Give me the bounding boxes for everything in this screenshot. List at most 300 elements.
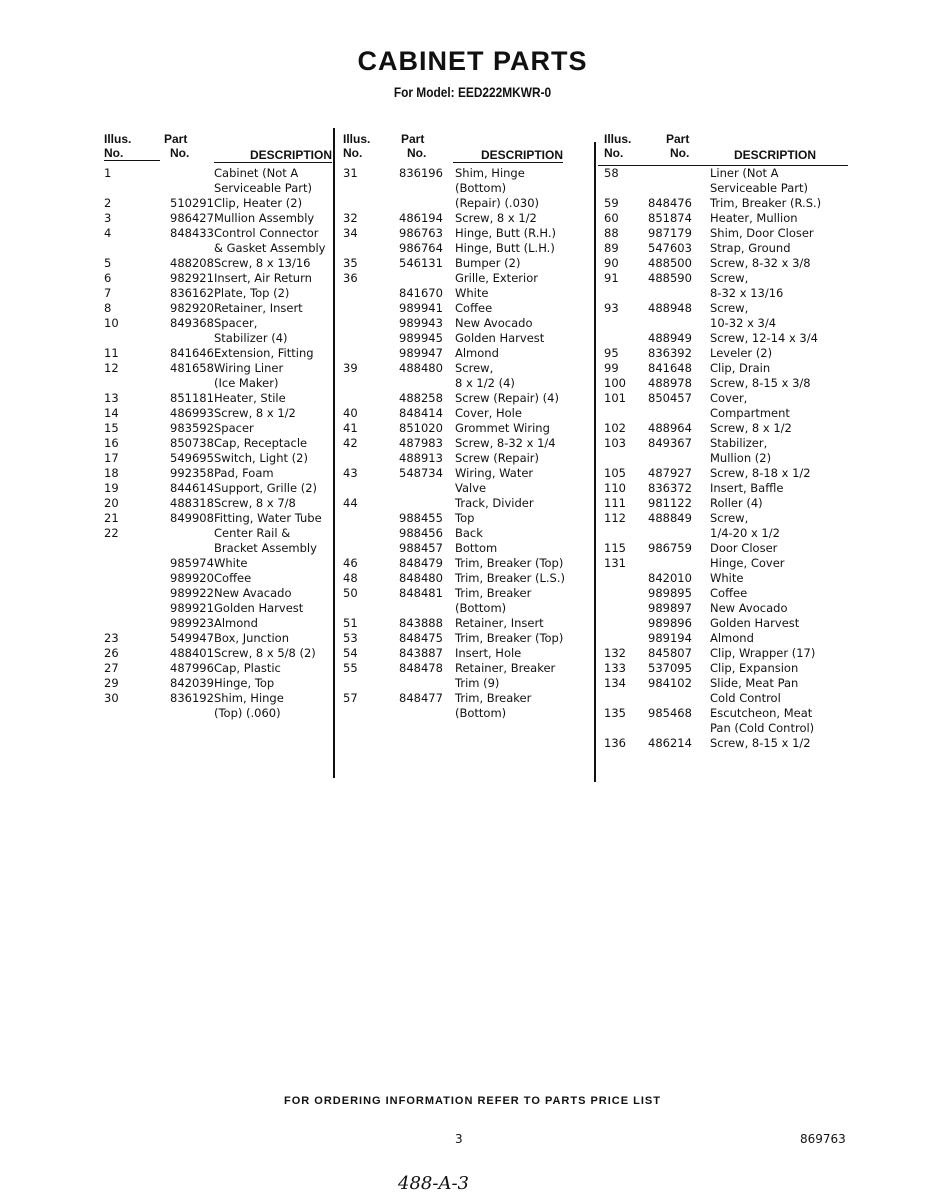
part-row	[604, 466, 849, 481]
illus-number: 12	[104, 361, 119, 375]
part-row	[104, 196, 334, 211]
part-number: 989922	[170, 586, 214, 600]
illus-number: 14	[104, 406, 119, 420]
part-description: Escutcheon, Meat	[710, 706, 813, 720]
part-description: Screw (Repair) (4)	[455, 391, 559, 405]
part-description: 8 x 1/2 (4)	[455, 376, 515, 390]
page-number: 3	[455, 1132, 463, 1146]
part-description: Screw, 8 x 1/2	[214, 406, 296, 420]
illus-number: 134	[604, 676, 626, 690]
part-row	[604, 736, 849, 751]
illus-number: 11	[104, 346, 119, 360]
part-number: 982920	[170, 301, 214, 315]
part-description: Trim, Breaker (Top)	[455, 556, 564, 570]
part-number: 488948	[648, 301, 692, 315]
part-description: Retainer, Insert	[214, 301, 303, 315]
part-number: 985468	[648, 706, 692, 720]
part-description: Grille, Exterior	[455, 271, 538, 285]
part-description: Trim, Breaker	[455, 586, 532, 600]
part-number: 488978	[648, 376, 692, 390]
part-number: 488318	[170, 496, 214, 510]
part-row	[104, 631, 334, 646]
illus-number: 110	[604, 481, 626, 495]
illus-number: 135	[604, 706, 626, 720]
part-number: 836162	[170, 286, 214, 300]
part-description: Fitting, Water Tube	[214, 511, 322, 525]
part-description: Trim, Breaker	[455, 691, 532, 705]
part-number: 986759	[648, 541, 692, 555]
part-row	[604, 706, 849, 721]
part-row	[604, 646, 849, 661]
part-row	[343, 511, 573, 526]
illus-number: 89	[604, 241, 619, 255]
part-number: 848475	[399, 631, 443, 645]
illus-number: 101	[604, 391, 626, 405]
part-description: Center Rail &	[214, 526, 291, 540]
part-description: Golden Harvest	[214, 601, 304, 615]
part-description: Stabilizer (4)	[214, 331, 288, 345]
part-description: Bottom	[455, 541, 498, 555]
part-description: Screw, 8 x 1/2	[455, 211, 537, 225]
part-description: Shim, Hinge	[455, 166, 525, 180]
part-row	[104, 451, 334, 466]
part-row	[343, 571, 573, 586]
part-number: 488913	[399, 451, 443, 465]
part-description: 1/4-20 x 1/2	[710, 526, 780, 540]
column-header	[604, 132, 849, 166]
part-number: 988456	[399, 526, 443, 540]
illus-number: 26	[104, 646, 119, 660]
illus-number: 59	[604, 196, 619, 210]
part-row	[343, 376, 573, 391]
part-row	[104, 676, 334, 691]
illus-number: 48	[343, 571, 358, 585]
part-number: 989895	[648, 586, 692, 600]
illus-number: 54	[343, 646, 358, 660]
part-number: 842039	[170, 676, 214, 690]
part-description: Screw,	[710, 301, 749, 315]
part-description: Mullion Assembly	[214, 211, 315, 225]
part-row	[343, 706, 573, 721]
part-description: Trim, Breaker (L.S.)	[455, 571, 565, 585]
part-number: 850457	[648, 391, 692, 405]
part-number: 989920	[170, 571, 214, 585]
part-description: Screw, 8 x 13/16	[214, 256, 311, 270]
part-description: (Bottom)	[455, 601, 507, 615]
part-row	[343, 301, 573, 316]
part-description: (Top) (.060)	[214, 706, 281, 720]
description-header: DESCRIPTION	[214, 148, 332, 163]
part-row	[343, 331, 573, 346]
part-row	[343, 391, 573, 406]
part-number: 844614	[170, 481, 214, 495]
part-row	[104, 571, 334, 586]
part-row	[104, 376, 334, 391]
part-row	[604, 331, 849, 346]
part-row	[104, 241, 334, 256]
part-number: 983592	[170, 421, 214, 435]
part-number: 487996	[170, 661, 214, 675]
illus-number: 30	[104, 691, 119, 705]
part-description: Trim, Breaker (Top)	[455, 631, 564, 645]
part-description: Roller (4)	[710, 496, 763, 510]
part-number: 850738	[170, 436, 214, 450]
part-row	[604, 376, 849, 391]
illus-number: 60	[604, 211, 619, 225]
part-row	[604, 661, 849, 676]
part-row	[343, 361, 573, 376]
illus-number: 8	[104, 301, 112, 315]
part-description: Pad, Foam	[214, 466, 274, 480]
illus-number: 2	[104, 196, 112, 210]
part-number: 984102	[648, 676, 692, 690]
part-row	[104, 691, 334, 706]
part-description: New Avocado	[455, 316, 533, 330]
part-row	[604, 301, 849, 316]
part-description: Golden Harvest	[455, 331, 545, 345]
part-row	[604, 196, 849, 211]
part-row	[604, 496, 849, 511]
part-row	[104, 481, 334, 496]
illus-number: 99	[604, 361, 619, 375]
part-description: Heater, Stile	[214, 391, 286, 405]
part-description: Cap, Receptacle	[214, 436, 308, 450]
part-description: Screw, 8-32 x 1/4	[455, 436, 556, 450]
part-row	[104, 586, 334, 601]
illus-number: 1	[104, 166, 112, 180]
parts-column-3	[604, 132, 849, 751]
part-description: Hinge, Butt (L.H.)	[455, 241, 555, 255]
part-number: 848477	[399, 691, 443, 705]
part-description: Screw,	[710, 511, 749, 525]
illus-number: 21	[104, 511, 119, 525]
part-row	[104, 226, 334, 241]
part-row	[604, 691, 849, 706]
part-row	[104, 346, 334, 361]
part-number: 547603	[648, 241, 692, 255]
part-number: 548734	[399, 466, 443, 480]
illus-number: 105	[604, 466, 626, 480]
part-description: Valve	[455, 481, 487, 495]
part-row	[104, 496, 334, 511]
part-row	[104, 526, 334, 541]
part-row	[343, 691, 573, 706]
part-description: Screw, 8 x 1/2	[710, 421, 792, 435]
part-description: Shim, Hinge	[214, 691, 284, 705]
part-number: 487927	[648, 466, 692, 480]
part-header: Part No.	[666, 132, 690, 160]
part-row	[604, 211, 849, 226]
part-row	[604, 271, 849, 286]
part-row	[104, 646, 334, 661]
part-row	[343, 631, 573, 646]
part-row	[343, 556, 573, 571]
illus-number: 132	[604, 646, 626, 660]
illus-number: 55	[343, 661, 358, 675]
part-row	[343, 256, 573, 271]
part-row	[604, 481, 849, 496]
part-row	[604, 541, 849, 556]
part-number: 488964	[648, 421, 692, 435]
part-row	[604, 586, 849, 601]
part-description: Grommet Wiring	[455, 421, 550, 435]
part-number: 986427	[170, 211, 214, 225]
part-row	[104, 256, 334, 271]
illus-number: 39	[343, 361, 358, 375]
part-number: 848478	[399, 661, 443, 675]
part-row	[343, 166, 573, 181]
part-row	[343, 271, 573, 286]
illus-number: 53	[343, 631, 358, 645]
illus-number: 57	[343, 691, 358, 705]
part-description: Hinge, Cover	[710, 556, 785, 570]
part-description: Trim, Breaker (R.S.)	[710, 196, 822, 210]
part-description: Door Closer	[710, 541, 778, 555]
part-row	[104, 556, 334, 571]
part-description: Top	[455, 511, 475, 525]
part-row	[604, 601, 849, 616]
illus-header: Illus. No.	[343, 132, 371, 160]
part-number: 849367	[648, 436, 692, 450]
part-number: 537095	[648, 661, 692, 675]
illus-number: 7	[104, 286, 112, 300]
part-row	[343, 646, 573, 661]
part-row	[343, 181, 573, 196]
illus-number: 136	[604, 736, 626, 750]
illus-number: 10	[104, 316, 119, 330]
part-row	[104, 211, 334, 226]
part-number: 488208	[170, 256, 214, 270]
part-number: 488849	[648, 511, 692, 525]
illus-number: 50	[343, 586, 358, 600]
illus-number: 31	[343, 166, 358, 180]
part-description: Wiring, Water	[455, 466, 534, 480]
column-header	[343, 132, 573, 166]
part-row	[104, 706, 334, 721]
part-description: Golden Harvest	[710, 616, 800, 630]
illus-number: 51	[343, 616, 358, 630]
illus-number: 6	[104, 271, 112, 285]
part-row	[343, 496, 573, 511]
part-row	[604, 361, 849, 376]
part-number: 981122	[648, 496, 692, 510]
part-number: 486214	[648, 736, 692, 750]
illus-header: Illus. No.	[604, 132, 632, 160]
illus-number: 19	[104, 481, 119, 495]
part-row	[343, 451, 573, 466]
part-row	[604, 346, 849, 361]
part-row	[604, 511, 849, 526]
part-description: Screw,	[455, 361, 494, 375]
illus-number: 3	[104, 211, 112, 225]
part-description: Clip, Heater (2)	[214, 196, 303, 210]
part-number: 488949	[648, 331, 692, 345]
part-description: Track, Divider	[455, 496, 534, 510]
illus-number: 115	[604, 541, 626, 555]
part-number: 486993	[170, 406, 214, 420]
part-number: 848480	[399, 571, 443, 585]
part-row	[104, 361, 334, 376]
part-row	[104, 466, 334, 481]
part-row	[343, 241, 573, 256]
part-number: 989941	[399, 301, 443, 315]
part-number: 481658	[170, 361, 214, 375]
illus-number: 131	[604, 556, 626, 570]
illus-number: 29	[104, 676, 119, 690]
part-description: Cabinet (Not A	[214, 166, 299, 180]
part-row	[104, 436, 334, 451]
illus-number: 32	[343, 211, 358, 225]
part-number: 989943	[399, 316, 443, 330]
part-number: 988457	[399, 541, 443, 555]
part-number: 836196	[399, 166, 443, 180]
part-number: 989194	[648, 631, 692, 645]
illus-number: 27	[104, 661, 119, 675]
document-number: 869763	[800, 1132, 846, 1146]
part-description: Plate, Top (2)	[214, 286, 290, 300]
part-description: Slide, Meat Pan	[710, 676, 799, 690]
part-description: Bumper (2)	[455, 256, 521, 270]
part-number: 992358	[170, 466, 214, 480]
part-row	[343, 316, 573, 331]
part-description: Pan (Cold Control)	[710, 721, 815, 735]
part-description: (Ice Maker)	[214, 376, 279, 390]
part-number: 836192	[170, 691, 214, 705]
part-description: Spacer	[214, 421, 254, 435]
ordering-note: FOR ORDERING INFORMATION REFER TO PARTS PRICE LIST	[284, 1095, 661, 1107]
part-row	[343, 436, 573, 451]
part-number: 987179	[648, 226, 692, 240]
part-row	[343, 541, 573, 556]
part-number: 848481	[399, 586, 443, 600]
part-description: Wiring Liner	[214, 361, 284, 375]
illus-number: 111	[604, 496, 626, 510]
part-row	[104, 286, 334, 301]
part-number: 849368	[170, 316, 214, 330]
part-number: 988455	[399, 511, 443, 525]
part-number: 982921	[170, 271, 214, 285]
part-description: Screw, 8-15 x 1/2	[710, 736, 811, 750]
part-number: 848433	[170, 226, 214, 240]
part-description: Stabilizer,	[710, 436, 768, 450]
illus-number: 15	[104, 421, 119, 435]
part-number: 486194	[399, 211, 443, 225]
part-row	[604, 286, 849, 301]
part-description: Insert, Hole	[455, 646, 522, 660]
part-row	[343, 466, 573, 481]
part-number: 986764	[399, 241, 443, 255]
part-number: 549695	[170, 451, 214, 465]
part-description: Screw (Repair)	[455, 451, 540, 465]
part-number: 985974	[170, 556, 214, 570]
part-description: Screw, 8 x 7/8	[214, 496, 296, 510]
illus-number: 90	[604, 256, 619, 270]
parts-list	[104, 166, 334, 721]
part-row	[604, 721, 849, 736]
part-number: 989947	[399, 346, 443, 360]
part-description: Almond	[710, 631, 754, 645]
illus-number: 23	[104, 631, 119, 645]
part-row	[104, 406, 334, 421]
part-description: (Repair) (.030)	[455, 196, 540, 210]
part-row	[343, 211, 573, 226]
part-description: Screw, 8-18 x 1/2	[710, 466, 811, 480]
column-header	[104, 132, 334, 166]
illus-number: 17	[104, 451, 119, 465]
description-header: DESCRIPTION	[734, 148, 817, 162]
part-row	[343, 286, 573, 301]
part-description: Insert, Air Return	[214, 271, 312, 285]
part-description: White	[214, 556, 248, 570]
part-row	[343, 196, 573, 211]
part-row	[343, 586, 573, 601]
part-row	[604, 316, 849, 331]
illus-number: 93	[604, 301, 619, 315]
part-number: 843887	[399, 646, 443, 660]
part-row	[604, 166, 849, 181]
part-number: 989896	[648, 616, 692, 630]
illus-number: 91	[604, 271, 619, 285]
part-description: Cover,	[710, 391, 748, 405]
part-description: Liner (Not A	[710, 166, 779, 180]
part-row	[104, 541, 334, 556]
part-row	[604, 436, 849, 451]
part-description: & Gasket Assembly	[214, 241, 326, 255]
part-number: 836392	[648, 346, 692, 360]
illus-number: 46	[343, 556, 358, 570]
part-description: New Avocado	[710, 601, 788, 615]
part-description: Coffee	[455, 301, 493, 315]
part-number: 851874	[648, 211, 692, 225]
illus-number: 100	[604, 376, 626, 390]
part-number: 488401	[170, 646, 214, 660]
part-number: 986763	[399, 226, 443, 240]
page-title: CABINET PARTS	[357, 46, 588, 76]
part-description: Shim, Door Closer	[710, 226, 814, 240]
part-description: Screw, 8 x 5/8 (2)	[214, 646, 316, 660]
part-number: 848479	[399, 556, 443, 570]
part-header: Part No.	[164, 132, 190, 160]
illus-header: Illus. No.	[104, 132, 160, 161]
part-row	[604, 391, 849, 406]
illus-number: 20	[104, 496, 119, 510]
part-number: 989945	[399, 331, 443, 345]
part-row	[104, 616, 334, 631]
part-description: Extension, Fitting	[214, 346, 314, 360]
parts-column-2	[343, 132, 573, 721]
part-description: 10-32 x 3/4	[710, 316, 777, 330]
part-description: New Avacado	[214, 586, 292, 600]
handwritten-note: 488-A-3	[398, 1173, 469, 1194]
part-row	[604, 256, 849, 271]
part-number: 841670	[399, 286, 443, 300]
part-description: Compartment	[710, 406, 790, 420]
part-description: Serviceable Part)	[214, 181, 312, 195]
part-description: Heater, Mullion	[710, 211, 798, 225]
part-number: 546131	[399, 256, 443, 270]
part-description: Leveler (2)	[710, 346, 773, 360]
part-row	[604, 451, 849, 466]
part-number: 510291	[170, 196, 214, 210]
illus-number: 43	[343, 466, 358, 480]
part-number: 989923	[170, 616, 214, 630]
part-row	[604, 421, 849, 436]
part-row	[604, 676, 849, 691]
illus-number: 34	[343, 226, 358, 240]
part-number: 841648	[648, 361, 692, 375]
part-number: 851181	[170, 391, 214, 405]
column-divider	[333, 128, 335, 778]
